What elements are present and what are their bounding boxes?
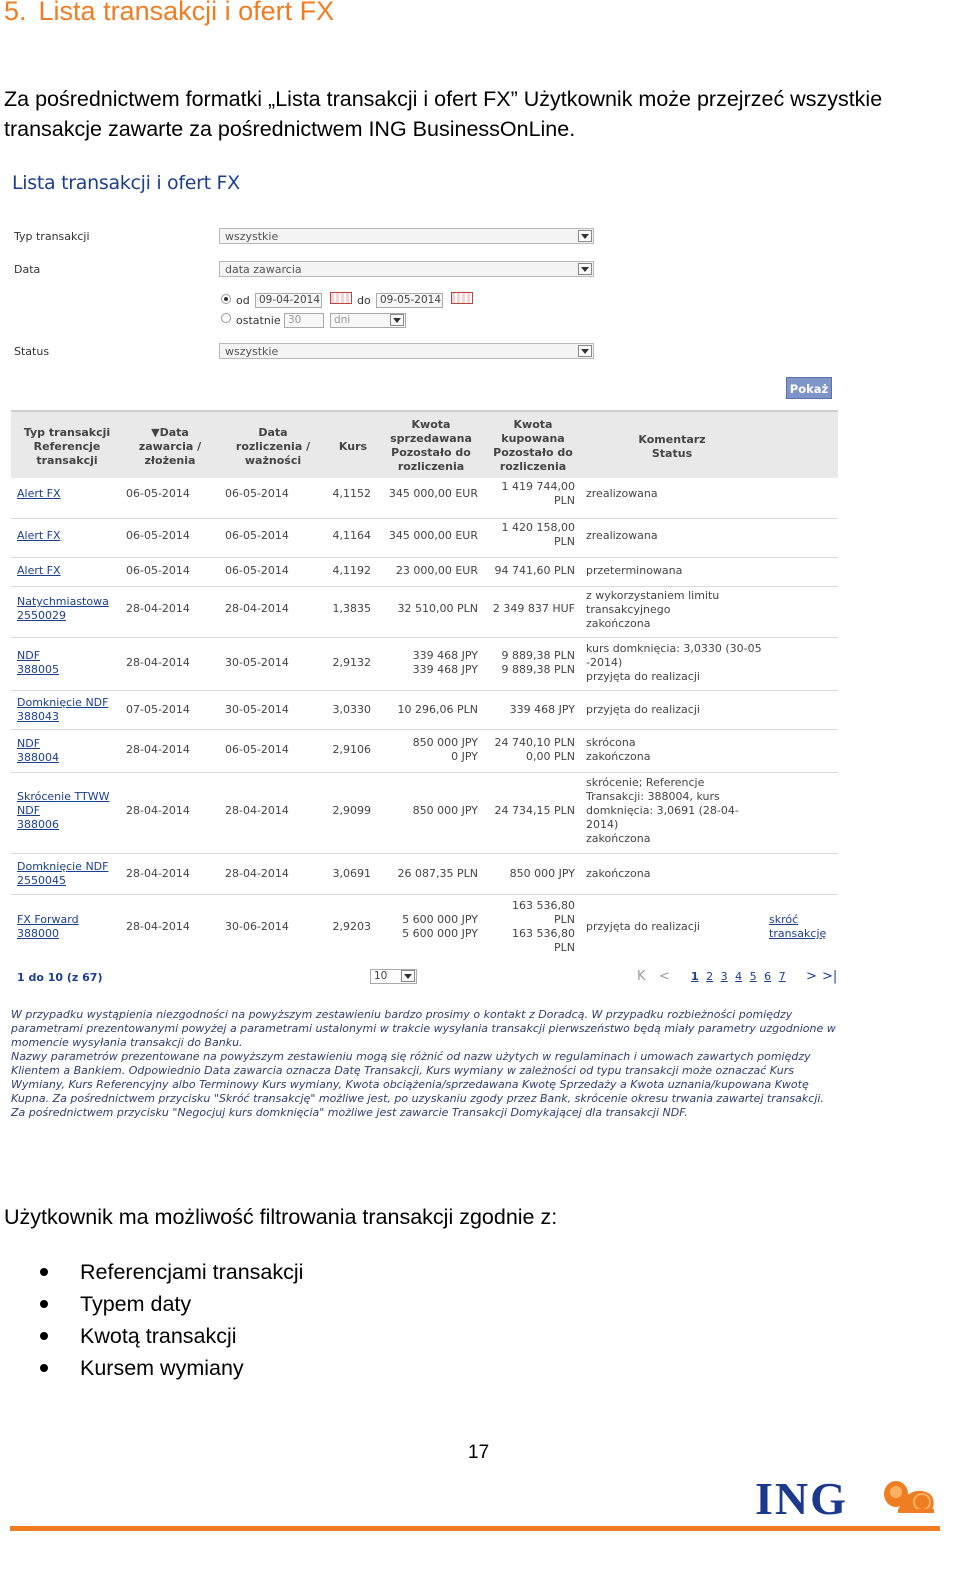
transaction-type-link[interactable]: Skrócenie TTWW NDF 388006 [17,790,110,831]
header-amount-sold[interactable]: Kwota sprzedawana Pozostało do rozliczenia [390,418,472,473]
list-item [40,1320,303,1352]
page-link[interactable]: 4 [735,970,743,983]
amount-bought: 94 741,60 PLN [494,564,575,577]
intro-paragraph: Za pośrednictwem formatki „Lista transakcji i ofert FX” Użytkownik może przejrzeć wszystkie transakcje zawarte za pośrednictwem ING BusinessOnLine. [4,87,883,141]
page-link[interactable]: 2 [706,970,714,983]
date-settled: 06-05-2014 [225,529,289,542]
amount-bought: 339 468 JPY [509,703,575,716]
filter-list [40,1256,303,1384]
status-text: zrealizowana [586,529,658,542]
bullet-icon [40,1300,48,1308]
page-link[interactable]: 7 [778,970,786,983]
last-count-input[interactable]: 30 [284,313,324,328]
last-label: ostatnie [236,314,281,327]
header-status[interactable]: Komentarz Status [638,433,706,460]
section-heading [4,0,334,27]
status-select[interactable] [219,343,594,359]
date-from-input[interactable]: 09-04-2014 [255,293,322,308]
transaction-type-link[interactable]: Alert FX [17,529,61,542]
radio-range[interactable] [221,294,231,304]
last-unit-value: dni [334,314,351,326]
form-screenshot [0,160,850,1140]
date-type-value: data zawarcia [225,263,302,276]
form-title: Lista transakcji i ofert FX [12,172,240,194]
date-settled: 06-05-2014 [225,487,289,500]
date-concluded: 28-04-2014 [126,656,190,669]
page-links [691,970,786,983]
date-label: Data [14,263,41,276]
date-concluded: 06-05-2014 [126,564,190,577]
amount-sold: 345 000,00 EUR [388,529,478,542]
date-settled: 28-04-2014 [225,867,289,880]
list-item [40,1352,303,1384]
section-number: 5. [4,0,27,26]
table-row [11,691,838,730]
list-item-text: Referencjami transakcji [80,1260,304,1284]
header-type[interactable]: Typ transakcji Referencje transakcji [23,426,111,467]
header-rate[interactable]: Kurs [338,440,368,453]
bullet-icon [40,1364,48,1372]
type-select[interactable] [219,228,594,244]
list-item [40,1288,303,1320]
rate: 2,9203 [332,920,371,933]
last-unit-select[interactable] [330,313,406,328]
date-settled: 06-05-2014 [225,564,289,577]
table-header [11,410,838,478]
logo-text: ING [755,1473,848,1524]
page-link[interactable]: 5 [749,970,757,983]
header-amount-bought[interactable]: Kwota kupowana Pozostało do rozliczenia [493,418,573,473]
shorten-transaction-link[interactable]: skróć transakcję [769,913,827,940]
type-select-value: wszystkie [225,230,279,243]
footer-bar [10,1526,940,1531]
rate: 3,0691 [332,867,371,880]
chevron-down-icon[interactable] [401,970,415,982]
amount-sold: 850 000 JPY 0 JPY [412,736,478,763]
transaction-type-link[interactable]: NDF 388005 [17,649,59,676]
first-page-button[interactable]: K [637,969,646,984]
table-row [11,638,838,691]
show-button[interactable]: Pokaż [786,377,832,399]
table-row [11,587,838,638]
lion-icon [878,1476,938,1516]
date-to-input[interactable]: 09-05-2014 [376,293,443,308]
status-text: przeterminowana [586,564,683,577]
filter-intro: Użytkownik ma możliwość filtrowania transakcji zgodnie z: [4,1205,558,1229]
status-text: zakończona [586,867,651,880]
prev-page-button[interactable]: < [659,969,670,984]
page-link[interactable]: 1 [691,970,699,983]
from-label: od [236,294,250,307]
status-label: Status [14,345,50,358]
transaction-type-link[interactable]: Domknięcie NDF 388043 [17,696,109,723]
transaction-type-link[interactable]: Alert FX [17,564,61,577]
amount-bought: 163 536,80 PLN 163 536,80 PLN [512,899,575,954]
last-page-button[interactable]: >| [822,969,838,984]
pagination-summary: 1 do 10 (z 67) [17,971,103,984]
rate: 2,9099 [332,804,371,817]
status-text: przyjęta do realizacji [586,703,700,716]
next-page-button[interactable]: > [806,969,817,984]
header-date-concluded[interactable]: ▼Data zawarcia / złożenia [138,426,202,467]
date-settled: 30-05-2014 [225,703,289,716]
rate: 1,3835 [332,602,371,615]
table-row [11,730,838,773]
date-concluded: 07-05-2014 [126,703,190,716]
amount-bought: 9 889,38 PLN 9 889,38 PLN [501,649,575,676]
list-item [40,1256,303,1288]
chevron-down-icon[interactable] [578,263,592,275]
date-concluded: 06-05-2014 [126,487,190,500]
table-row [11,854,838,895]
chevron-down-icon[interactable] [578,345,592,357]
page-size-value: 10 [374,970,388,982]
status-text: kurs domknięcia: 3,0330 (30-05 -2014) przyjęta do realizacji [586,642,762,683]
date-settled: 28-04-2014 [225,602,289,615]
date-settled: 28-04-2014 [225,804,289,817]
page-link[interactable]: 6 [764,970,772,983]
footnote-text: W przypadku wystąpienia niezgodności na powyższym zestawieniu bardzo prosimy o kontakt z Doradcą. W przypadku rozbieżności pomiędzy parametrami prezentowanymi powyżej a parametrami ustalonymi w trakcie wysyłania transakcji pierwszeństwo będą miały parametry uzgodnione w momencie wysyłania transakcji do Banku. Nazwy parametrów prezentowane na powyższym zestawieniu mogą się różnić od nazw użytych w regulaminach i umowach zawartych pomiędzy Klientem a Bankiem. Odpowiednio Data zawarcia oznacza Datę Transakcji, Kurs wymiany w zależności od typu transakcji może oznaczać Kurs Wymiany, Kurs Referencyjny albo Terminowy Kurs wymiany, Kwota obciążenia/sprzedawana Kwotę Sprzedaży a Kwota uznania/kupowana Kwotę Kupna. Za pośrednictwem przycisku "Skróć transakcję" możliwe jest, po uzyskaniu zgody przez Bank, skrócenie okresu trwania zawartej transakcji. Za pośrednictwem przycisku "Negocjuj kurs domknięcia" możliwe jest zawarcie Transakcji Domykającej dla transakcji NDF. [11,1008,836,1119]
date-settled: 30-06-2014 [225,920,289,933]
status-select-value: wszystkie [225,345,279,358]
amount-sold: 23 000,00 EUR [395,564,478,577]
amount-bought: 24 740,10 PLN 0,00 PLN [494,736,575,763]
amount-bought: 850 000 JPY [509,867,575,880]
table-row [11,558,838,587]
amount-sold: 32 510,00 PLN [397,602,478,615]
rate: 2,9132 [332,656,371,669]
table-row [11,478,838,519]
type-label: Typ transakcji [14,230,90,243]
status-text: z wykorzystaniem limitu transakcyjnego zakończona [586,589,720,630]
date-settled: 06-05-2014 [225,743,289,756]
amount-bought: 2 349 837 HUF [492,602,575,615]
list-item-text: Kursem wymiany [80,1356,244,1380]
list-item-text: Kwotą transakcji [80,1324,237,1348]
date-settled: 30-05-2014 [225,656,289,669]
rate: 4,1164 [332,529,371,542]
calendar-icon[interactable] [451,292,473,304]
amount-bought: 1 420 158,00 PLN [501,521,575,548]
status-text: skrócenie; Referencje Transakcji: 388004, kurs domknięcia: 3,0691 (28-04- 2014) zakończona [586,776,739,845]
page-size-select[interactable] [370,969,417,984]
chevron-down-icon[interactable] [390,314,404,326]
transaction-type-link[interactable]: Natychmiastowa 2550029 [17,595,109,622]
status-text: skrócona zakończona [586,736,651,763]
status-text: przyjęta do realizacji [586,920,700,933]
amount-sold: 5 600 000 JPY 5 600 000 JPY [402,913,478,940]
date-concluded: 28-04-2014 [126,867,190,880]
date-concluded: 28-04-2014 [126,602,190,615]
rate: 4,1152 [332,487,371,500]
radio-last[interactable] [221,313,231,323]
transaction-type-link[interactable]: FX Forward 388000 [17,913,79,940]
bullet-icon [40,1268,48,1276]
list-item-text: Typem daty [80,1292,192,1316]
amount-sold: 345 000,00 EUR [388,487,478,500]
amount-sold: 850 000 JPY [412,804,478,817]
table-row [11,519,838,558]
date-type-select[interactable] [219,261,594,277]
calendar-icon[interactable] [330,292,352,304]
amount-sold: 339 468 JPY 339 468 JPY [412,649,478,676]
amount-bought: 1 419 744,00 PLN [501,480,575,507]
bullet-icon [40,1332,48,1340]
amount-sold: 10 296,06 PLN [397,703,478,716]
to-label: do [357,294,371,307]
date-concluded: 06-05-2014 [126,529,190,542]
transaction-type-link[interactable]: NDF 388004 [17,737,59,764]
date-concluded: 28-04-2014 [126,804,190,817]
rate: 3,0330 [332,703,371,716]
table-row [11,895,838,961]
ing-logo [755,1472,848,1525]
header-date-settled[interactable]: Data rozliczenia / ważności [235,426,311,467]
rate: 2,9106 [332,743,371,756]
date-concluded: 28-04-2014 [126,743,190,756]
amount-bought: 24 734,15 PLN [494,804,575,817]
transaction-type-link[interactable]: Alert FX [17,487,61,500]
status-text: zrealizowana [586,487,658,500]
chevron-down-icon[interactable] [578,230,592,242]
rate: 4,1192 [332,564,371,577]
table-row [11,773,838,854]
date-concluded: 28-04-2014 [126,920,190,933]
transaction-type-link[interactable]: Domknięcie NDF 2550045 [17,860,109,887]
amount-sold: 26 087,35 PLN [397,867,478,880]
page-link[interactable]: 3 [720,970,728,983]
page-number: 17 [468,1442,490,1463]
section-title: Lista transakcji i ofert FX [38,0,335,26]
